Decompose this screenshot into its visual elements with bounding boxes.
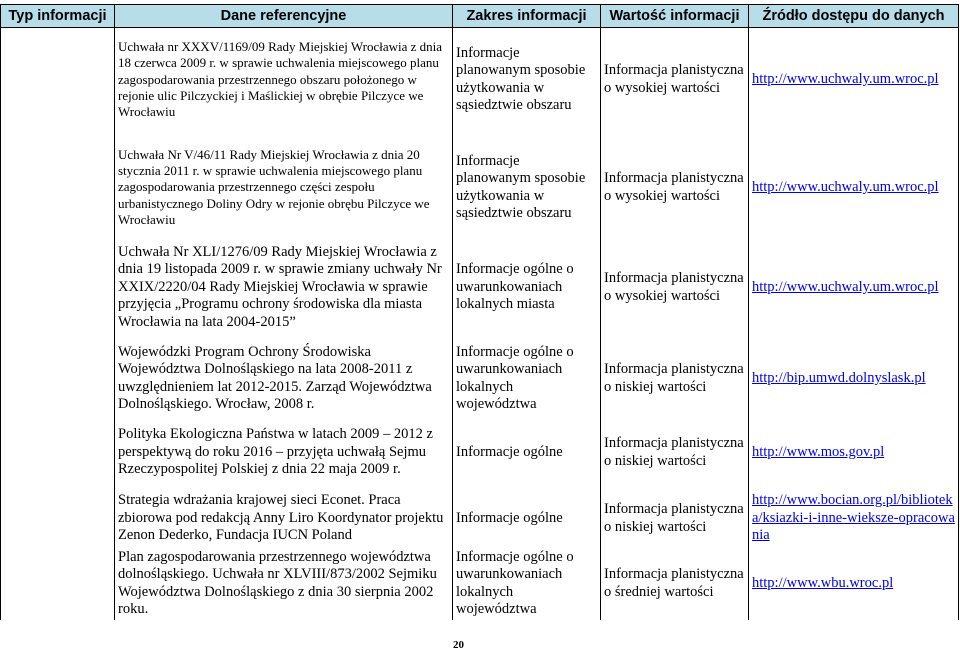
scope-cell: Informacje ogólne xyxy=(453,490,601,548)
page-number: 20 xyxy=(453,639,464,651)
scope-cell: Informacje ogólne o uwarunkowaniach lokalnych województwa xyxy=(453,548,601,620)
source-cell xyxy=(749,548,959,620)
source-cell xyxy=(749,416,959,490)
table-row xyxy=(1,416,959,490)
header-value: Wartość informacji xyxy=(601,5,749,28)
source-link[interactable]: http://www.mos.gov.pl xyxy=(752,443,885,460)
reference-cell: Plan zagospodarowania przestrzennego województwa dolnośląskiego. Uchwała nr XLVIII/873/2002 Sejmiku Województwa Dolnośląskiego z dnia 30 sierpnia 2002 roku. xyxy=(115,548,453,620)
source-link[interactable]: http://www.uchwaly.um.wroc.pl xyxy=(752,278,939,295)
source-link[interactable]: http://www.bocian.org.pl/biblioteka/ksiazki-i-inne-wieksze-opracowania xyxy=(752,492,955,544)
scope-cell: Informacje ogólne xyxy=(453,416,601,490)
scope-cell: Informacje planowanym sposobie użytkowania w sąsiedztwie obszaru xyxy=(453,142,601,234)
table-row xyxy=(1,548,959,620)
value-cell: Informacja planistyczna o niskiej wartości xyxy=(601,416,749,490)
table-row xyxy=(1,28,959,132)
reference-table xyxy=(0,4,959,620)
table-row xyxy=(1,490,959,548)
header-source: Źródło dostępu do danych xyxy=(749,5,959,28)
value-cell: Informacja planistyczna o niskiej wartości xyxy=(601,342,749,416)
value-cell: Informacja planistyczna o niskiej wartości xyxy=(601,490,749,548)
reference-cell: Polityka Ekologiczna Państwa w latach 2009 – 2012 z perspektywą do roku 2016 – przyjęta uchwałą Sejmu Rzeczypospolitej Polskiej z dnia 22 maja 2009 r. xyxy=(115,416,453,490)
value-cell: Informacja planistyczna o średniej wartości xyxy=(601,548,749,620)
scope-cell: Informacje planowanym sposobie użytkowania w sąsiedztwie obszaru xyxy=(453,28,601,132)
scope-cell: Informacje ogólne o uwarunkowaniach lokalnych miasta xyxy=(453,234,601,342)
source-link[interactable]: http://www.uchwaly.um.wroc.pl xyxy=(752,71,939,88)
table-row xyxy=(1,234,959,342)
reference-cell: Uchwała Nr XLI/1276/09 Rady Miejskiej Wrocławia z dnia 19 listopada 2009 r. w sprawie zmiany uchwały Nr XXIX/2220/04 Rady Miejskiej Wrocławia w sprawie przyjęcia „Programu ochrony środowiska dla miasta Wrocławia na lata 2004-2015” xyxy=(115,234,453,342)
source-link[interactable]: http://www.wbu.wroc.pl xyxy=(752,574,894,591)
reference-cell: Uchwała Nr V/46/11 Rady Miejskiej Wrocławia z dnia 20 stycznia 2011 r. w sprawie uchwalenia miejscowego planu zagospodarowania przestrzennego części zespołu urbanistycznego Doliny Odry w rejonie obrębu Pilczyce we Wrocławiu xyxy=(115,142,453,234)
source-link[interactable]: http://bip.umwd.dolnyslask.pl xyxy=(752,369,926,386)
source-cell xyxy=(749,234,959,342)
source-link[interactable]: http://www.uchwaly.um.wroc.pl xyxy=(752,178,939,195)
spacer-row xyxy=(1,132,959,142)
header-scope: Zakres informacji xyxy=(453,5,601,28)
value-cell: Informacja planistyczna o wysokiej wartości xyxy=(601,28,749,132)
value-cell: Informacja planistyczna o wysokiej wartości xyxy=(601,142,749,234)
source-cell xyxy=(749,142,959,234)
reference-cell: Strategia wdrażania krajowej sieci Econet. Praca zbiorowa pod redakcją Anny Liro Koordynator projektu Zenon Dederko, Fundacja IUCN Poland xyxy=(115,490,453,548)
table-header-row xyxy=(1,5,959,28)
type-cell xyxy=(1,28,115,620)
table-row xyxy=(1,342,959,416)
header-type: Typ informacji xyxy=(1,5,115,28)
source-cell xyxy=(749,28,959,132)
reference-cell: Wojewódzki Program Ochrony Środowiska Województwa Dolnośląskiego na lata 2008-2011 z uwzględnieniem lat 2012-2015. Zarząd Województwa Dolnośląskiego. Wrocław, 2008 r. xyxy=(115,342,453,416)
table-row xyxy=(1,142,959,234)
reference-cell: Uchwała nr XXXV/1169/09 Rady Miejskiej Wrocławia z dnia 18 czerwca 2009 r. w sprawie uchwalenia miejscowego planu zagospodarowania przestrzennego obszaru położonego w rejonie ulic Pilczyckiej i Maślickiej w obrębie Pilczyce we Wrocławiu xyxy=(115,28,453,132)
source-cell xyxy=(749,490,959,548)
scope-cell: Informacje ogólne o uwarunkowaniach lokalnych województwa xyxy=(453,342,601,416)
value-cell: Informacja planistyczna o wysokiej wartości xyxy=(601,234,749,342)
source-cell xyxy=(749,342,959,416)
header-reference: Dane referencyjne xyxy=(115,5,453,28)
